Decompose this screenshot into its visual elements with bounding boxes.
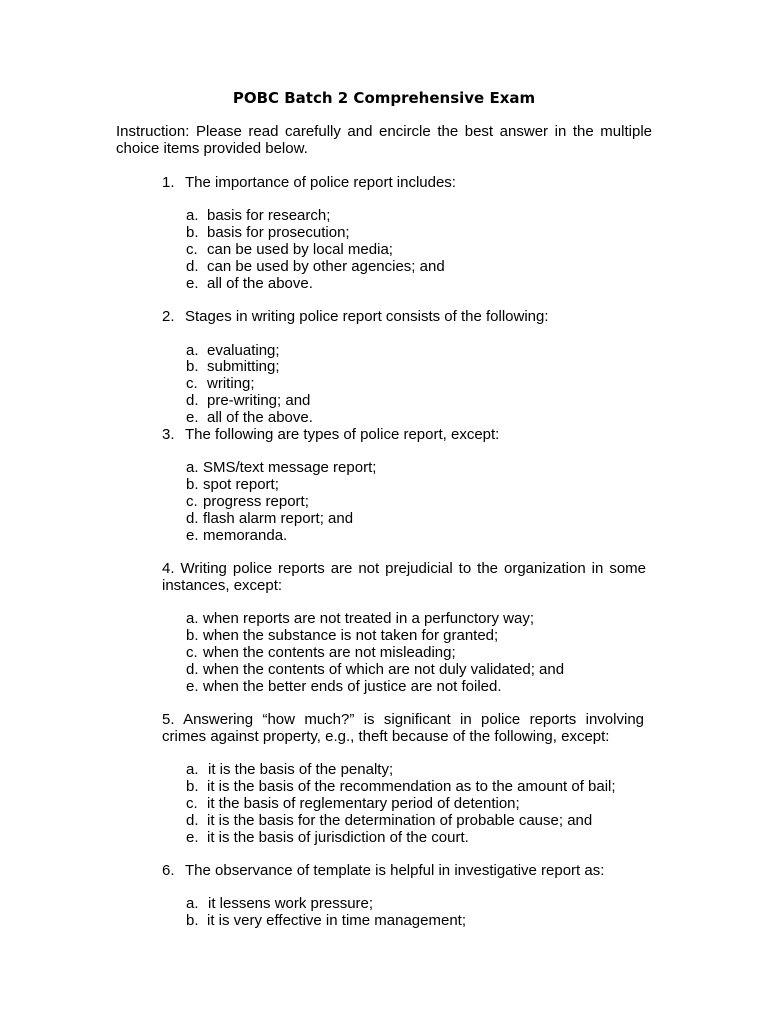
question-6 (162, 862, 604, 879)
question-text: The observance of template is helpful in investigative report as: (185, 862, 605, 879)
choice-2a: a. evaluating; (186, 342, 280, 359)
choice-1d: d. can be used by other agencies; and (186, 258, 445, 275)
choice-4b: b. when the substance is not taken for granted; (186, 627, 499, 644)
question-4 (162, 560, 646, 594)
choice-3d: d. flash alarm report; and (186, 510, 354, 527)
instruction-text: Instruction: Please read carefully and encircle the best answer in the multiple choice items provided below. (116, 123, 652, 157)
question-text: Answering “how much?” is significant in police reports involving crimes against property, e.g., theft because of the following, except: (162, 711, 645, 745)
choice-5d: d. it is the basis for the determination of probable cause; and (186, 812, 593, 829)
choice-2c: c. writing; (186, 375, 255, 392)
choice-1e: e. all of the above. (186, 275, 313, 292)
question-5 (162, 711, 644, 745)
question-number: 2. (162, 308, 175, 325)
choice-3b: b. spot report; (186, 476, 279, 493)
question-text: Stages in writing police report consists of the following: (185, 308, 549, 325)
choice-1b: b. basis for prosecution; (186, 224, 350, 241)
choice-2d: d. pre-writing; and (186, 392, 311, 409)
question-number: 3. (162, 426, 175, 443)
question-number: 5. (162, 711, 175, 728)
choice-4e: e. when the better ends of justice are not foiled. (186, 678, 502, 695)
choice-1a: a. basis for research; (186, 207, 331, 224)
question-number: 6. (162, 862, 175, 879)
choice-2b: b. submitting; (186, 358, 280, 375)
choice-5b: b. it is the basis of the recommendation as to the amount of bail; (186, 778, 616, 795)
choice-4a: a. when reports are not treated in a perfunctory way; (186, 610, 535, 627)
choice-3e: e. memoranda. (186, 527, 288, 544)
question-number: 4. (162, 560, 175, 577)
choice-4c: c. when the contents are not misleading; (186, 644, 456, 661)
question-1 (162, 174, 456, 191)
choice-3a: a. SMS/text message report; (186, 459, 377, 476)
choice-6a: a. it lessens work pressure; (186, 895, 374, 912)
choice-2e: e. all of the above. (186, 409, 313, 426)
choice-1c: c. can be used by local media; (186, 241, 393, 258)
choice-3c: c. progress report; (186, 493, 309, 510)
choice-6b: b. it is very effective in time management; (186, 912, 466, 929)
choice-4d: d. when the contents of which are not duly validated; and (186, 661, 565, 678)
question-text: The importance of police report includes: (185, 174, 456, 191)
page-title: POBC Batch 2 Comprehensive Exam (232, 89, 536, 107)
question-3 (162, 426, 499, 443)
choice-5a: a. it is the basis of the penalty; (186, 761, 394, 778)
choice-5e: e. it is the basis of jurisdiction of the court. (186, 829, 469, 846)
question-2 (162, 308, 549, 325)
choice-5c: c. it the basis of reglementary period of detention; (186, 795, 520, 812)
question-text: The following are types of police report, except: (185, 426, 500, 443)
question-text: Writing police reports are not prejudicial to the organization in some instances, except: (162, 560, 646, 594)
question-number: 1. (162, 174, 175, 191)
